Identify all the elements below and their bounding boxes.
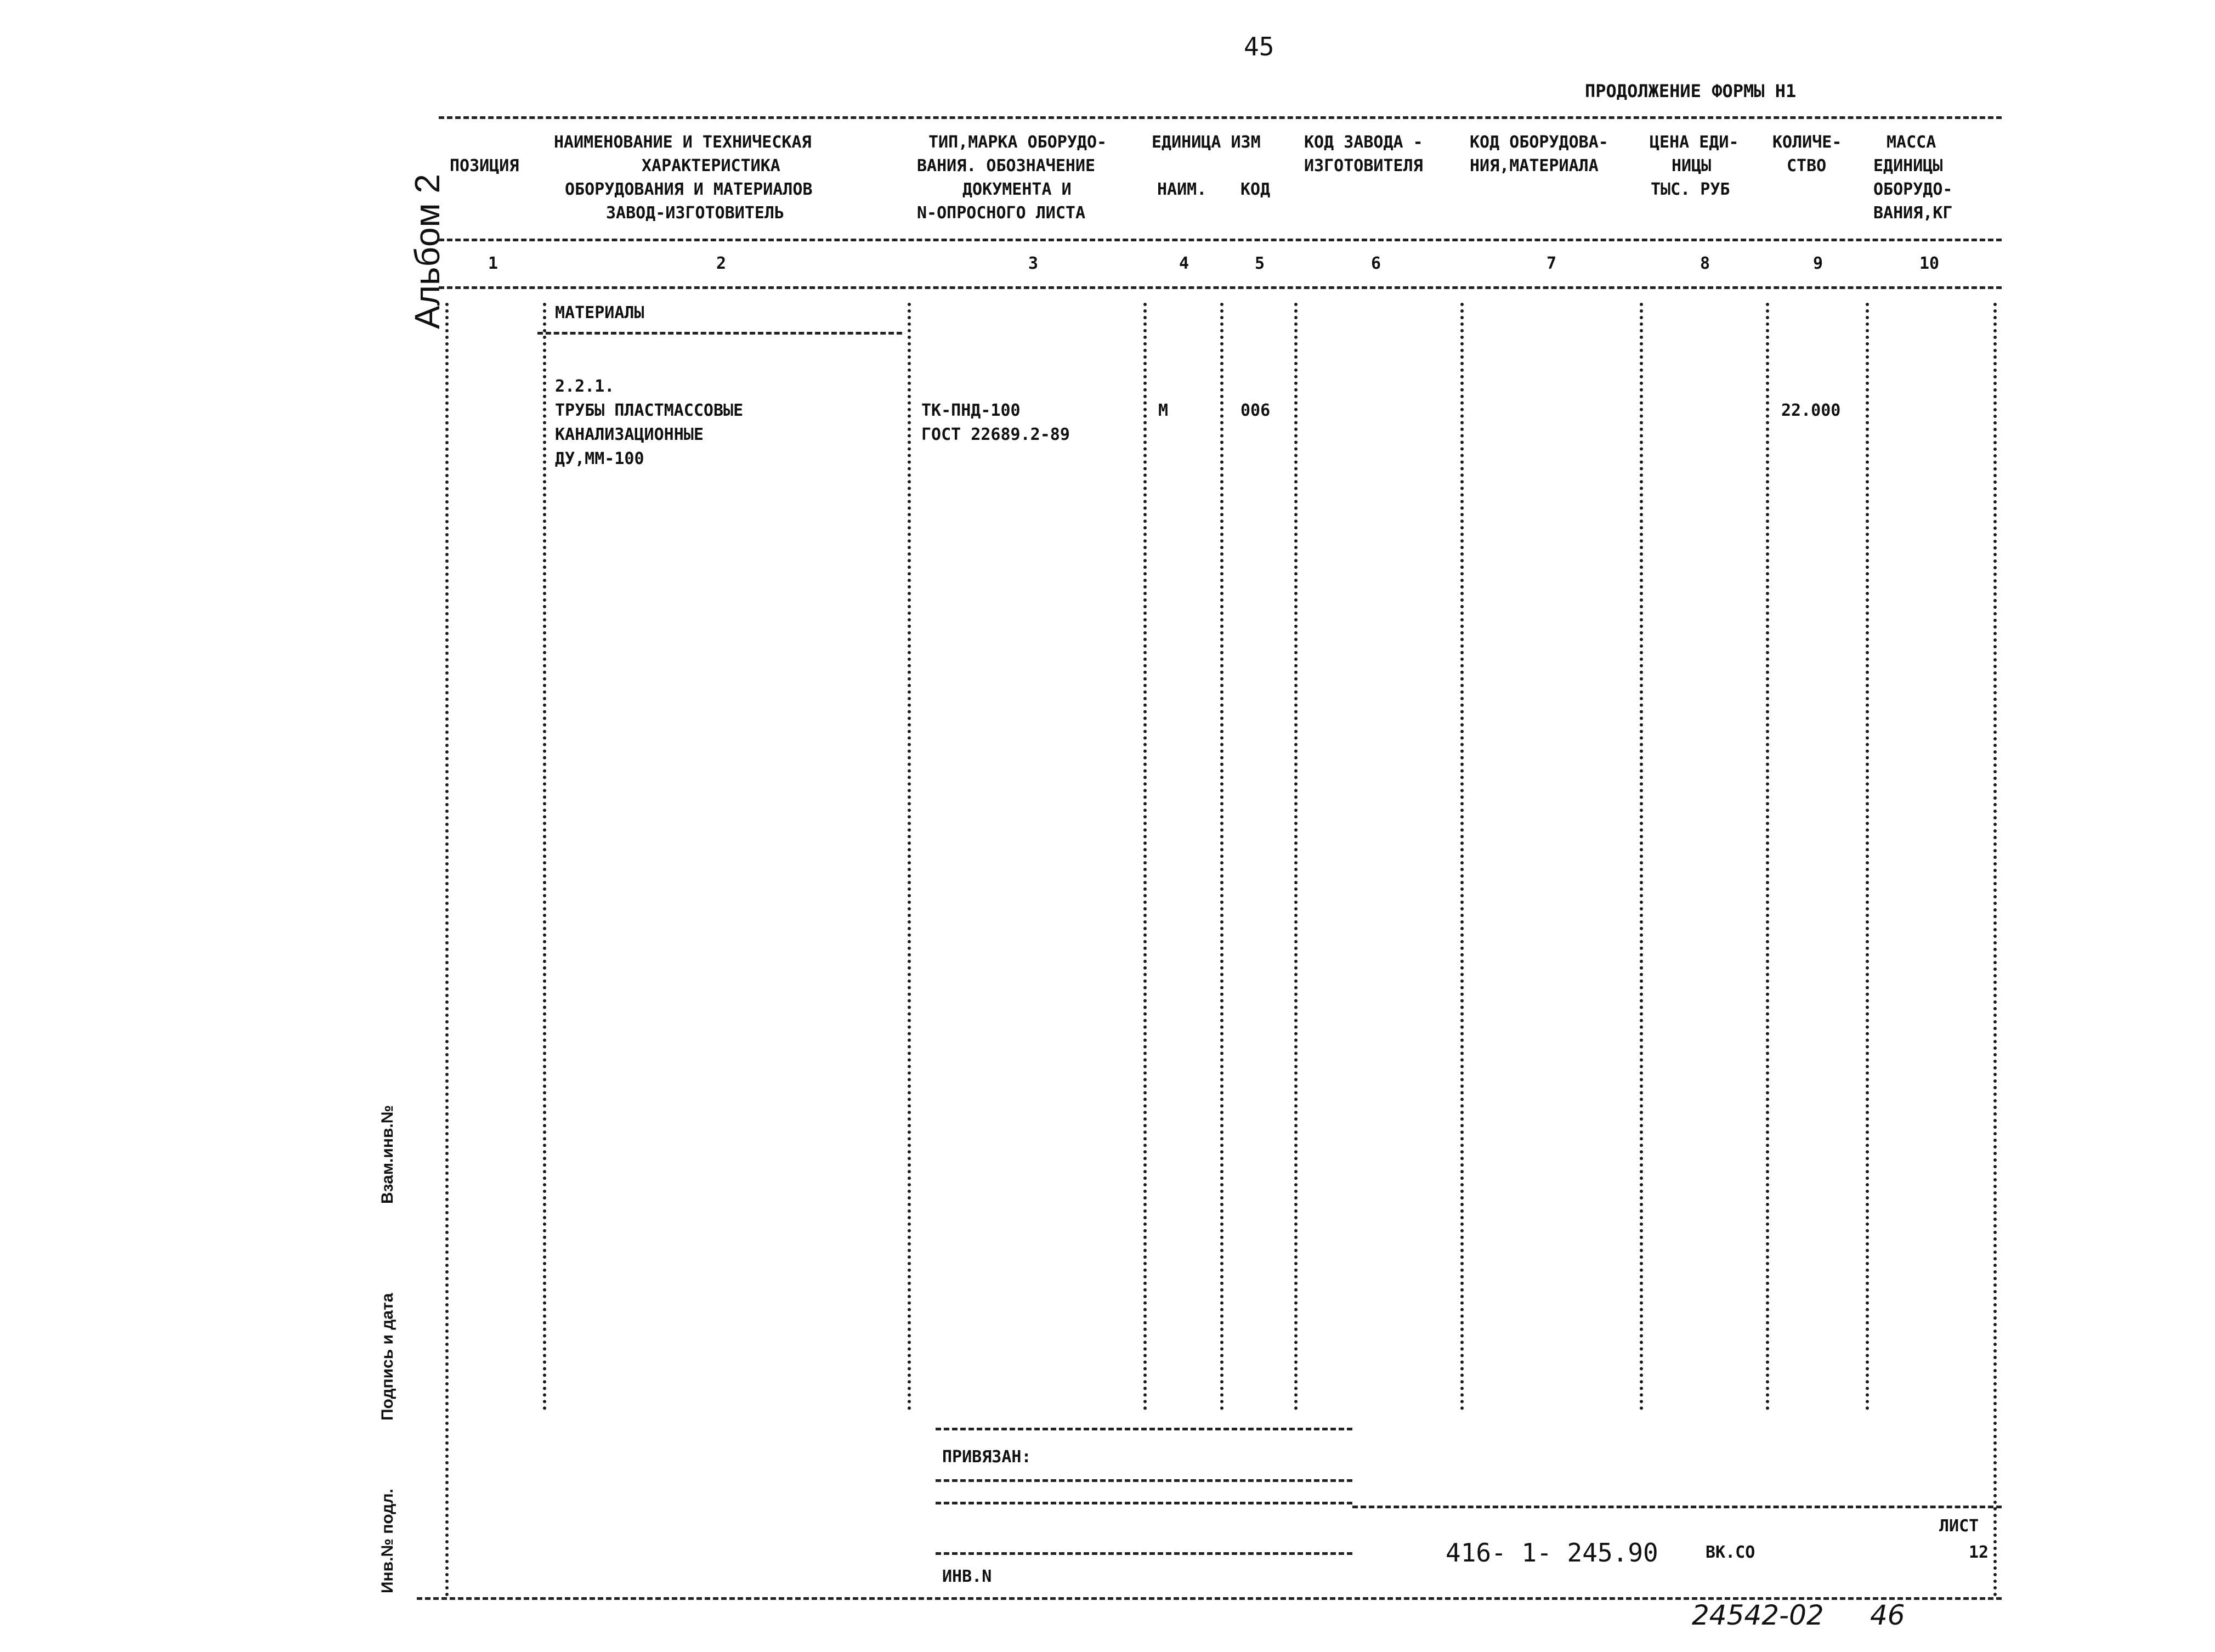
col-number-1: 1 xyxy=(488,254,498,273)
col-sep-6 xyxy=(1460,303,1464,1411)
header-type-4: N-ОПРОСНОГО ЛИСТА xyxy=(917,203,1086,223)
header-equip-code-1: КОД ОБОРУДОВА- xyxy=(1470,133,1608,152)
margin-podpis-data: Подпись и дата xyxy=(378,1293,396,1421)
section-title: МАТЕРИАЛЫ xyxy=(555,303,644,323)
section-underline xyxy=(537,332,902,335)
col-number-5: 5 xyxy=(1255,254,1265,273)
header-mass-1: МАССА xyxy=(1887,133,1936,152)
col-number-2: 2 xyxy=(716,254,727,273)
form-title: ПРОДОЛЖЕНИЕ ФОРМЫ Н1 xyxy=(1585,81,1797,101)
item-name-1: ТРУБЫ ПЛАСТМАССОВЫЕ xyxy=(555,401,744,420)
col-sep-3 xyxy=(1143,303,1147,1411)
header-factory-code-1: КОД ЗАВОДА - xyxy=(1304,133,1423,152)
col-sep-left xyxy=(445,303,449,1597)
col-number-9: 9 xyxy=(1813,254,1823,273)
col-number-4: 4 xyxy=(1179,254,1189,273)
header-price-3: ТЫС. РУБ xyxy=(1651,180,1730,199)
col-sep-9 xyxy=(1866,303,1869,1411)
header-name-1: НАИМЕНОВАНИЕ И ТЕХНИЧЕСКАЯ xyxy=(554,133,812,152)
col-number-3: 3 xyxy=(1028,254,1039,273)
item-number: 2.2.1. xyxy=(555,377,615,396)
col-sep-5 xyxy=(1294,303,1298,1411)
header-factory-code-2: ИЗГОТОВИТЕЛЯ xyxy=(1304,156,1423,176)
sheet-number: 12 xyxy=(1969,1543,1989,1562)
col-number-7: 7 xyxy=(1546,254,1557,273)
handwritten-page-number: 46 xyxy=(1870,1599,1905,1631)
header-type-1: ТИП,МАРКА ОБОРУДО- xyxy=(928,133,1107,152)
item-unit-code: 006 xyxy=(1240,401,1271,420)
col-sep-1 xyxy=(543,303,546,1411)
header-type-2: ВАНИЯ. ОБОЗНАЧЕНИЕ xyxy=(917,156,1096,176)
colnum-bottom-rule xyxy=(439,286,2002,289)
col-sep-4 xyxy=(1220,303,1223,1411)
album-label: Альбом 2 xyxy=(407,174,447,329)
item-type-1: ТК-ПНД-100 xyxy=(921,401,1021,420)
item-type-2: ГОСТ 22689.2-89 xyxy=(921,425,1070,444)
handwritten-archive-number: 24542-02 xyxy=(1692,1599,1824,1631)
col-sep-right xyxy=(1993,303,1997,1597)
col-number-6: 6 xyxy=(1371,254,1381,273)
header-unit-group: ЕДИНИЦА ИЗМ xyxy=(1152,133,1261,152)
item-name-3: ДУ,ММ-100 xyxy=(555,449,644,468)
header-price-2: НИЦЫ xyxy=(1672,156,1712,176)
margin-vzam-inv: Взам.инв.№ xyxy=(378,1105,396,1204)
col-number-10: 10 xyxy=(1919,254,1940,273)
doc-suffix: ВК.СО xyxy=(1706,1543,1755,1562)
stamp-rule-1 xyxy=(936,1428,1352,1430)
col-number-8: 8 xyxy=(1700,254,1710,273)
header-equip-code-2: НИЯ,МАТЕРИАЛА xyxy=(1470,156,1599,176)
col-sep-7 xyxy=(1640,303,1643,1411)
stamp-rule-5 xyxy=(936,1552,1352,1555)
stamp-rule-2 xyxy=(936,1479,1352,1482)
header-position: ПОЗИЦИЯ xyxy=(450,156,519,176)
table-top-rule xyxy=(439,116,2002,119)
header-mass-4: ВАНИЯ,КГ xyxy=(1873,203,1953,223)
stamp-rule-3 xyxy=(936,1502,1352,1504)
col-sep-2 xyxy=(908,303,911,1411)
header-name-4: ЗАВОД-ИЗГОТОВИТЕЛЬ xyxy=(606,203,785,223)
item-quantity: 22.000 xyxy=(1781,401,1841,420)
header-price-1: ЦЕНА ЕДИ- xyxy=(1650,133,1739,152)
margin-inv-podl: Инв.№ подл. xyxy=(378,1489,396,1593)
header-type-3: ДОКУМЕНТА И xyxy=(962,180,1072,199)
header-name-2: ХАРАКТЕРИСТИКА xyxy=(642,156,780,176)
header-mass-2: ЕДИНИЦЫ xyxy=(1873,156,1943,176)
header-name-3: ОБОРУДОВАНИЯ И МАТЕРИАЛОВ xyxy=(565,180,813,199)
col-sep-8 xyxy=(1766,303,1769,1411)
header-unit-code: КОД xyxy=(1240,180,1271,199)
doc-code: 416- 1- 245.90 xyxy=(1446,1538,1658,1568)
sheet-label: ЛИСТ xyxy=(1939,1517,1979,1536)
header-bottom-rule xyxy=(439,239,2002,241)
stamp-inv-label: ИНВ.N xyxy=(942,1567,992,1586)
header-qty-1: КОЛИЧЕ- xyxy=(1772,133,1842,152)
stamp-rule-4 xyxy=(1352,1506,2002,1508)
header-qty-2: СТВО xyxy=(1787,156,1827,176)
header-mass-3: ОБОРУДО- xyxy=(1873,180,1953,199)
stamp-privyazan: ПРИВЯЗАН: xyxy=(942,1447,1032,1467)
page-number: 45 xyxy=(1244,32,1274,61)
item-unit-name: М xyxy=(1158,401,1169,420)
header-unit-name: НАИМ. xyxy=(1157,180,1207,199)
item-name-2: КАНАЛИЗАЦИОННЫЕ xyxy=(555,425,704,444)
